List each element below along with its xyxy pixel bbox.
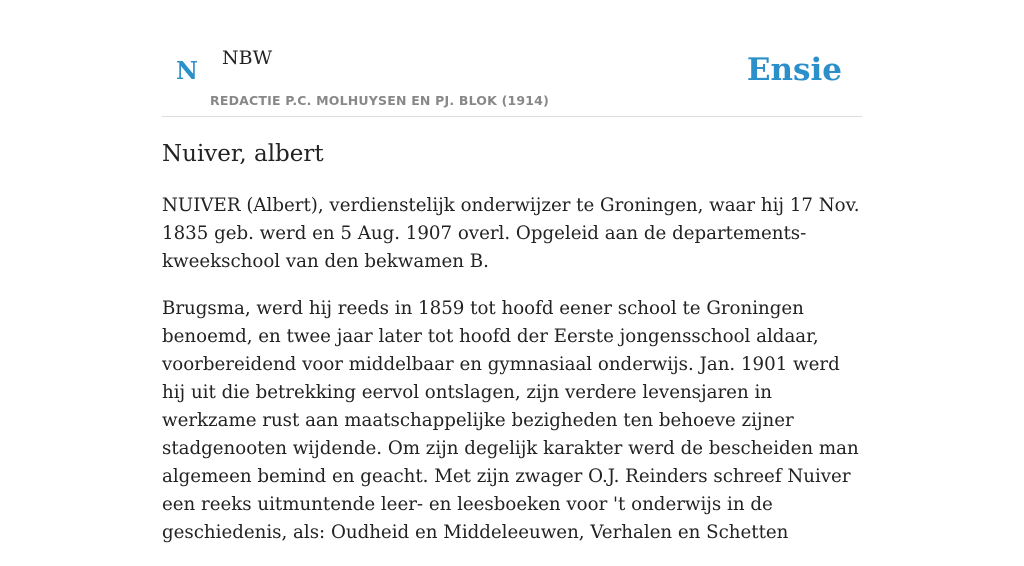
article-paragraph: NUIVER (Albert), verdienstelijk onderwijzer te Groningen, waar hij 17 Nov. 1835 geb. werd en 5 Aug. 1907 overl. Opgeleid aan de departements-kweekschool van den bekwamen B. xyxy=(162,195,860,272)
article-body xyxy=(162,192,862,566)
article-title: Nuiver, albert xyxy=(162,141,324,167)
source-logo[interactable]: N xyxy=(176,56,198,85)
source-name[interactable]: NBW xyxy=(222,47,273,69)
article-card xyxy=(162,0,862,543)
source-subtitle: REDACTIE P.C. MOLHUYSEN EN PJ. BLOK (1914) xyxy=(210,93,549,108)
article-paragraph: Brugsma, werd hij reeds in 1859 tot hoofd eener school te Groningen benoemd, en twee jaar later tot hoofd der Eerste jongensschool aldaar, voorbereidend voor middelbaar en gymnasiaal onderwijs. Jan. 1901 werd hij uit die betrekking eervol ontslagen, zijn verdere levensjaren in werkzame rust aan maatschappelijke bezigheden ten behoeve zijner stadgenooten wijdende. Om zijn degelijk karakter werd de bescheiden man algemeen bemind en geacht. Met zijn zwager O.J. Reinders schreef Nuiver een reeks uitmuntende leer- en leesboeken voor 't onderwijs in de geschiedenis, als: Oudheid en Middeleeuwen, Verhalen en Schetten xyxy=(162,298,859,543)
source-header xyxy=(162,0,862,117)
brand-logo[interactable]: Ensie xyxy=(746,52,842,88)
